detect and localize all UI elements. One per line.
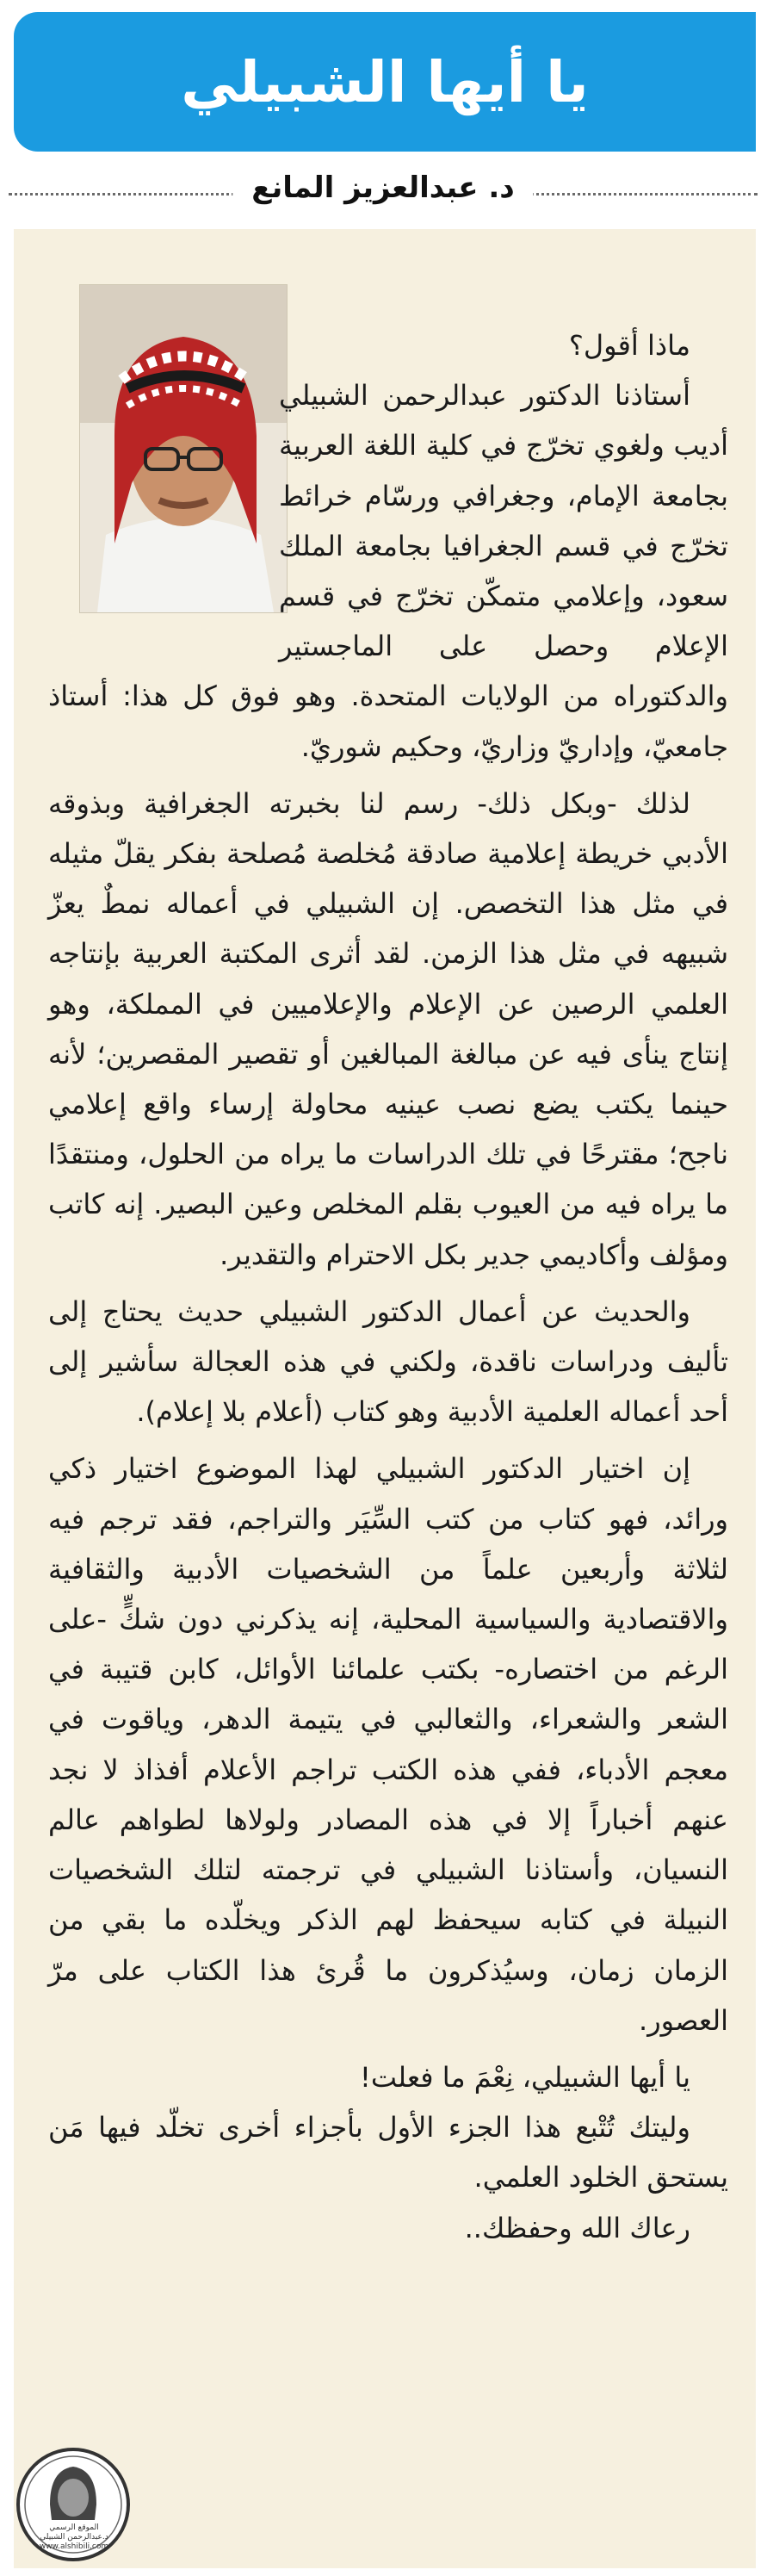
photo-space (48, 320, 279, 639)
article-paragraph: إن اختيار الدكتور الشبيلي لهذا الموضوع اختيار ذكي ورائد، فهو كتاب من كتب السِّيَر والتراجم، فقد ترجم فيه لثلاثة وأربعين علماً من الشخصيات الأدبية والثقافية والاقتصادية والسياسية المحلية، إنه يذكرني دون شكٍّ -على الرغم من اختصاره- بكتب علمائنا الأوائل، كابن قتيبة في الشعر والشعراء، والثعالبي في يتيمة الدهر، وياقوت في معجم الأدباء، ففي هذه الكتب تراجم الأعلام أفذاذ لا نجد عنهم أخباراً إلا في هذه المصادر ولولاها لطواهم عالم النسيان، وأستاذنا الشبيلي في ترجمته لتلك الشخصيات النبيلة في كتابه سيحفظ لهم الذكر ويخلّده ما بقي من الزمان زمان، وسيُذكرون ما قُرئ هذا الكتاب على مرّ العصور. (48, 1452, 728, 2037)
page-title: يا أيها الشبيلي (181, 48, 589, 115)
article-paragraph: والحديث عن أعمال الدكتور الشبيلي حديث يحتاج إلى تأليف ودراسات ناقدة، ولكني في هذه العجالة سأشير إلى أحد أعماله العلمية الأدبية وهو كتاب (أعلام بلا إعلام). (48, 1294, 728, 1429)
article-paragraph: ماذا أقول؟ (568, 329, 690, 362)
article-paragraph: رعاك الله وحفظك.. (464, 2211, 690, 2244)
author-byline: د. عبدالعزيز المانع (232, 171, 533, 205)
article-paragraph: أستاذنا الدكتور عبدالرحمن الشبيلي أديب ولغوي تخرّج في كلية اللغة العربية بجامعة الإمام، وجغرافي ورسّام خرائط تخرّج في قسم الجغرافيا بجامعة الملك سعود، وإعلامي متمكّن تخرّج في قسم الإعلام وحصل على الماجستير والدكتوراه من الولايات المتحدة. وهو فوق كل هذا: أستاذ جامعيّ، وإداريّ وزاريّ، وحكيم شوريّ. (48, 379, 728, 763)
article-paragraph: وليتك تُتْبع هذا الجزء الأول بأجزاء أخرى تخلّد فيها مَن يستحق الخلود العلمي. (48, 2111, 728, 2194)
site-logo (9, 2444, 138, 2565)
article-paragraph: لذلك -وبكل ذلك- رسم لنا بخبرته الجغرافية وبذوقه الأدبي خريطة إعلامية صادقة مُخلصة مُصلحة بفكر يقلّ مثيله في مثل هذا التخصص. إن الشبيلي في أعماله نمطٌ يعزّ شبيهه في مثل هذا الزمن. لقد أثرى المكتبة العربية بإنتاجه العلمي الرصين عن الإعلام والإعلاميين في المملكة، وهو إنتاج ينأى فيه عن مبالغة المبالغين أو تقصير المقصرين؛ لأنه حينما يكتب يضع نصب عينيه محاولة إرساء واقع إعلامي ناجح؛ مقترحًا في تلك الدراسات ما يراه من الحلول، ومنتقدًا ما يراه فيه من العيوب بقلم المخلص وعين البصير. إنه كاتب ومؤلف وأكاديمي جدير بكل الاحترام والتقدير. (48, 786, 728, 1271)
title-banner (14, 12, 756, 152)
logo-caption: الموقع الرسمي د.عبدالرحمن الشبيلي www.alshibili.com (39, 2523, 109, 2551)
byline-row (9, 169, 758, 220)
article-paragraph: يا أيها الشبيلي، نِعْمَ ما فعلت! (359, 2060, 690, 2094)
article-body (48, 320, 728, 2253)
